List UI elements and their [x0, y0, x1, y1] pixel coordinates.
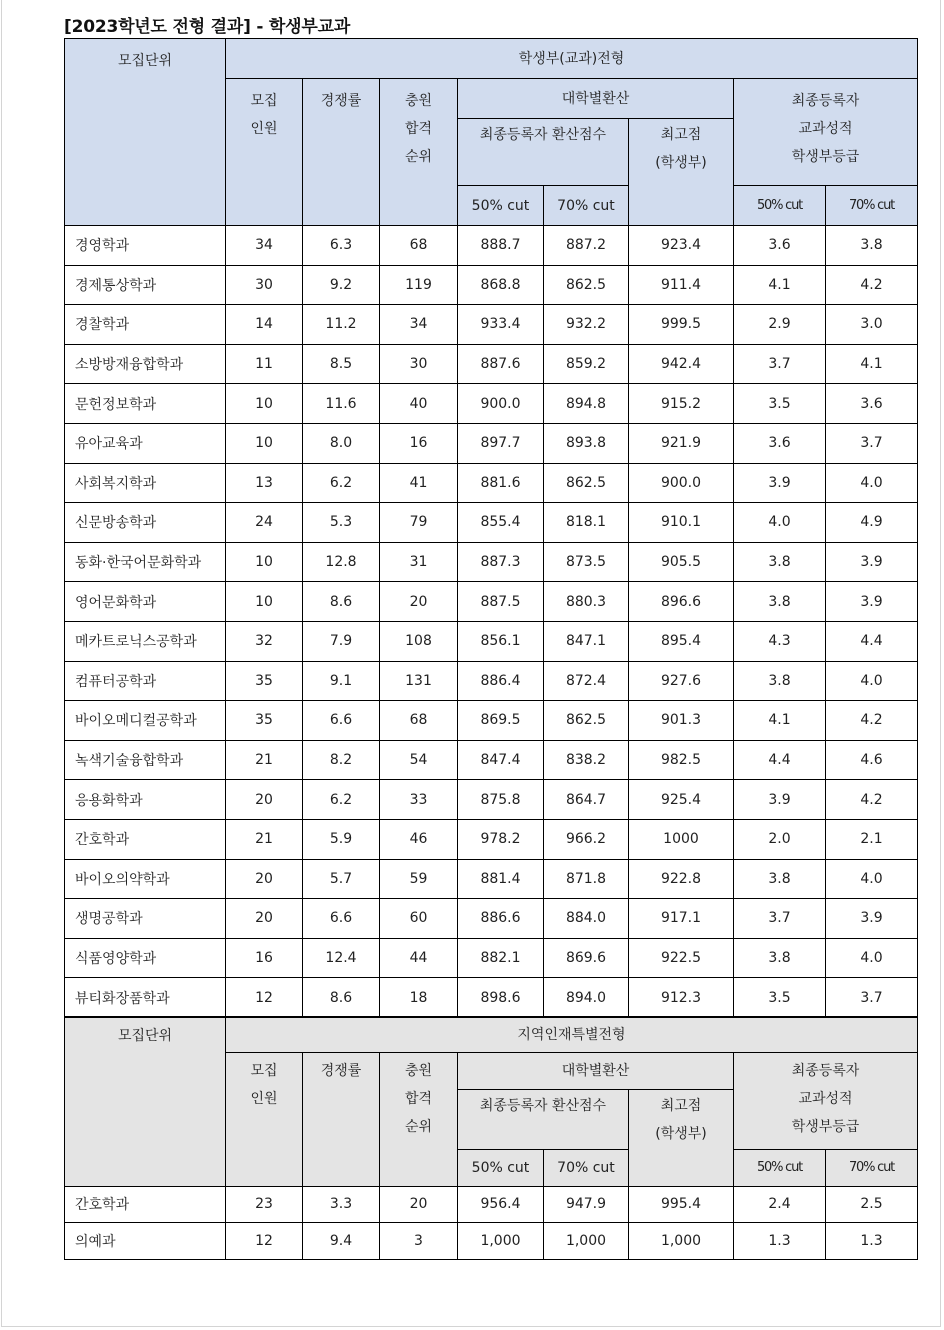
cell-competition-rate: 8.6 — [303, 582, 380, 622]
cell-grade-cut50: 2.9 — [734, 305, 826, 345]
header-grade-line2: 교과성적 — [798, 1090, 853, 1107]
cell-grade-cut70: 4.2 — [826, 701, 918, 741]
header-admission-type: 학생부(교과)전형 — [226, 39, 918, 79]
cell-grade-cut70: 1.3 — [826, 1223, 918, 1260]
cell-grade-cut50: 4.0 — [734, 503, 826, 543]
table-row — [65, 859, 918, 899]
header-grade-line3: 학생부등급 — [791, 149, 860, 165]
cell-grade-cut70: 4.4 — [826, 621, 918, 661]
table-row — [65, 740, 918, 780]
cell-max-score: 912.3 — [629, 978, 734, 1018]
table-row — [65, 1223, 918, 1260]
cell-score-cut50: 900.0 — [458, 384, 544, 424]
header-rank — [380, 79, 458, 226]
cell-dept-name: 간호학과 — [65, 819, 226, 859]
cell-score-cut50: 888.7 — [458, 226, 544, 266]
cell-max-score: 995.4 — [629, 1186, 734, 1223]
cell-dept-name: 경제통상학과 — [65, 265, 226, 305]
header-grade-cut50: 50% cut — [734, 186, 826, 226]
cell-score-cut70: 847.1 — [544, 621, 629, 661]
cell-waitlist-rank: 108 — [380, 621, 458, 661]
cell-score-cut70: 873.5 — [544, 542, 629, 582]
header-competition: 경쟁률 — [303, 79, 380, 226]
header-final-score: 최종등록자 환산점수 — [458, 119, 629, 186]
header-score-cut70: 70% cut — [544, 186, 629, 226]
cell-competition-rate: 6.3 — [303, 226, 380, 266]
cell-max-score: 910.1 — [629, 503, 734, 543]
cell-recruit-count: 32 — [226, 621, 303, 661]
cell-dept-name: 의예과 — [65, 1223, 226, 1260]
cell-grade-cut50: 3.5 — [734, 384, 826, 424]
table-row — [65, 423, 918, 463]
cell-waitlist-rank: 34 — [380, 305, 458, 345]
cell-competition-rate: 11.6 — [303, 384, 380, 424]
cell-dept-name: 문헌정보학과 — [65, 384, 226, 424]
cell-recruit-count: 11 — [226, 344, 303, 384]
cell-competition-rate: 5.7 — [303, 859, 380, 899]
cell-dept-name: 소방방재융합학과 — [65, 344, 226, 384]
cell-waitlist-rank: 20 — [380, 1186, 458, 1223]
header-rank-line1: 충원 — [404, 93, 433, 109]
table-row — [65, 978, 918, 1018]
cell-max-score: 921.9 — [629, 423, 734, 463]
cell-score-cut70: 838.2 — [544, 740, 629, 780]
cell-recruit-count: 10 — [226, 582, 303, 622]
table-row — [65, 938, 918, 978]
cell-score-cut70: 894.8 — [544, 384, 629, 424]
cell-grade-cut50: 2.0 — [734, 819, 826, 859]
cell-dept-name: 신문방송학과 — [65, 503, 226, 543]
cell-waitlist-rank: 40 — [380, 384, 458, 424]
cell-max-score: 982.5 — [629, 740, 734, 780]
cell-waitlist-rank: 20 — [380, 582, 458, 622]
cell-max-score: 896.6 — [629, 582, 734, 622]
cell-dept-name: 바이오의약학과 — [65, 859, 226, 899]
header-unit: 모집단위 — [65, 1017, 226, 1186]
cell-dept-name: 영어문화학과 — [65, 582, 226, 622]
cell-waitlist-rank: 33 — [380, 780, 458, 820]
header-max-score — [629, 119, 734, 226]
cell-max-score: 1000 — [629, 819, 734, 859]
cell-competition-rate: 3.3 — [303, 1186, 380, 1223]
cell-grade-cut70: 3.9 — [826, 582, 918, 622]
cell-max-score: 905.5 — [629, 542, 734, 582]
cell-waitlist-rank: 31 — [380, 542, 458, 582]
cell-competition-rate: 6.2 — [303, 780, 380, 820]
cell-grade-cut70: 3.8 — [826, 226, 918, 266]
cell-score-cut50: 933.4 — [458, 305, 544, 345]
cell-max-score: 900.0 — [629, 463, 734, 503]
cell-score-cut70: 1,000 — [544, 1223, 629, 1260]
cell-score-cut50: 847.4 — [458, 740, 544, 780]
cell-grade-cut50: 3.8 — [734, 542, 826, 582]
cell-competition-rate: 8.0 — [303, 423, 380, 463]
cell-grade-cut50: 3.7 — [734, 899, 826, 939]
cell-grade-cut50: 1.3 — [734, 1223, 826, 1260]
cell-dept-name: 생명공학과 — [65, 899, 226, 939]
cell-score-cut50: 887.6 — [458, 344, 544, 384]
cell-competition-rate: 9.2 — [303, 265, 380, 305]
cell-max-score: 923.4 — [629, 226, 734, 266]
header-recruit — [226, 79, 303, 226]
cell-dept-name: 메카트로닉스공학과 — [65, 621, 226, 661]
cell-score-cut70: 872.4 — [544, 661, 629, 701]
cell-grade-cut70: 3.9 — [826, 542, 918, 582]
header-grade — [734, 1052, 918, 1149]
cell-waitlist-rank: 68 — [380, 701, 458, 741]
cell-score-cut70: 884.0 — [544, 899, 629, 939]
cell-dept-name: 식품영양학과 — [65, 938, 226, 978]
cell-grade-cut50: 3.8 — [734, 938, 826, 978]
cell-competition-rate: 8.5 — [303, 344, 380, 384]
cell-waitlist-rank: 46 — [380, 819, 458, 859]
cell-score-cut70: 947.9 — [544, 1186, 629, 1223]
cell-score-cut70: 893.8 — [544, 423, 629, 463]
cell-score-cut70: 871.8 — [544, 859, 629, 899]
cell-waitlist-rank: 59 — [380, 859, 458, 899]
cell-score-cut70: 862.5 — [544, 463, 629, 503]
page-title: [2023학년도 전형 결과] - 학생부교과 — [64, 17, 351, 37]
cell-score-cut70: 864.7 — [544, 780, 629, 820]
cell-max-score: 915.2 — [629, 384, 734, 424]
cell-recruit-count: 20 — [226, 899, 303, 939]
cell-grade-cut70: 4.0 — [826, 859, 918, 899]
cell-recruit-count: 21 — [226, 740, 303, 780]
cell-dept-name: 동화·한국어문화학과 — [65, 542, 226, 582]
cell-score-cut50: 869.5 — [458, 701, 544, 741]
table-row — [65, 463, 918, 503]
cell-recruit-count: 12 — [226, 978, 303, 1018]
cell-recruit-count: 20 — [226, 780, 303, 820]
header-competition: 경쟁률 — [303, 1052, 380, 1186]
header-max-line1: 최고점 — [660, 127, 702, 143]
cell-grade-cut70: 4.0 — [826, 938, 918, 978]
cell-grade-cut70: 3.0 — [826, 305, 918, 345]
header-unit: 모집단위 — [65, 39, 226, 226]
cell-waitlist-rank: 54 — [380, 740, 458, 780]
cell-recruit-count: 16 — [226, 938, 303, 978]
cell-score-cut70: 887.2 — [544, 226, 629, 266]
cell-dept-name: 경찰학과 — [65, 305, 226, 345]
cell-score-cut50: 875.8 — [458, 780, 544, 820]
cell-waitlist-rank: 68 — [380, 226, 458, 266]
cell-recruit-count: 13 — [226, 463, 303, 503]
cell-grade-cut70: 4.2 — [826, 780, 918, 820]
cell-recruit-count: 10 — [226, 542, 303, 582]
cell-recruit-count: 20 — [226, 859, 303, 899]
cell-dept-name: 바이오메디컬공학과 — [65, 701, 226, 741]
header-recruit — [226, 1052, 303, 1186]
header-grade-cut50: 50% cut — [734, 1149, 826, 1186]
cell-score-cut50: 881.4 — [458, 859, 544, 899]
header-grade — [734, 79, 918, 186]
header-grade-cut70: 70% cut — [826, 1149, 918, 1186]
cell-max-score: 1,000 — [629, 1223, 734, 1260]
admission-results-table-regional-talent — [64, 1016, 918, 1260]
cell-waitlist-rank: 41 — [380, 463, 458, 503]
table-row — [65, 582, 918, 622]
cell-competition-rate: 6.2 — [303, 463, 380, 503]
table-row — [65, 305, 918, 345]
cell-grade-cut50: 3.7 — [734, 344, 826, 384]
cell-competition-rate: 6.6 — [303, 701, 380, 741]
cell-grade-cut50: 3.9 — [734, 463, 826, 503]
cell-competition-rate: 9.4 — [303, 1223, 380, 1260]
cell-grade-cut70: 3.9 — [826, 899, 918, 939]
cell-grade-cut50: 3.8 — [734, 859, 826, 899]
table-row — [65, 384, 918, 424]
cell-competition-rate: 5.3 — [303, 503, 380, 543]
header-rank-line1: 충원 — [404, 1062, 433, 1079]
cell-recruit-count: 35 — [226, 701, 303, 741]
cell-dept-name: 뷰티화장품학과 — [65, 978, 226, 1018]
cell-max-score: 911.4 — [629, 265, 734, 305]
cell-competition-rate: 5.9 — [303, 819, 380, 859]
header-max-score — [629, 1089, 734, 1186]
header-recruit-line2: 인원 — [250, 1090, 278, 1107]
cell-score-cut70: 966.2 — [544, 819, 629, 859]
cell-dept-name: 응용화학과 — [65, 780, 226, 820]
header-max-line2: (학생부) — [655, 1125, 707, 1142]
cell-score-cut70: 859.2 — [544, 344, 629, 384]
cell-score-cut50: 881.6 — [458, 463, 544, 503]
table-row — [65, 701, 918, 741]
header-admission-type: 지역인재특별전형 — [226, 1017, 918, 1052]
cell-grade-cut70: 4.6 — [826, 740, 918, 780]
cell-score-cut50: 887.5 — [458, 582, 544, 622]
header-rank-line2: 합격 — [404, 121, 433, 137]
table-row — [65, 661, 918, 701]
header-rank — [380, 1052, 458, 1186]
cell-waitlist-rank: 131 — [380, 661, 458, 701]
table-row — [65, 226, 918, 266]
cell-waitlist-rank: 79 — [380, 503, 458, 543]
cell-score-cut50: 898.6 — [458, 978, 544, 1018]
cell-grade-cut70: 4.1 — [826, 344, 918, 384]
cell-dept-name: 컴퓨터공학과 — [65, 661, 226, 701]
table-row — [65, 265, 918, 305]
header-grade-line3: 학생부등급 — [791, 1118, 860, 1135]
table-row — [65, 780, 918, 820]
table-row — [65, 344, 918, 384]
table-row — [65, 503, 918, 543]
cell-competition-rate: 12.8 — [303, 542, 380, 582]
cell-competition-rate: 9.1 — [303, 661, 380, 701]
cell-competition-rate: 6.6 — [303, 899, 380, 939]
cell-score-cut70: 862.5 — [544, 265, 629, 305]
cell-grade-cut70: 3.7 — [826, 423, 918, 463]
header-grade-line1: 최종등록자 — [791, 1062, 860, 1079]
cell-recruit-count: 24 — [226, 503, 303, 543]
cell-max-score: 901.3 — [629, 701, 734, 741]
cell-grade-cut70: 4.0 — [826, 463, 918, 503]
cell-grade-cut50: 3.9 — [734, 780, 826, 820]
cell-recruit-count: 30 — [226, 265, 303, 305]
cell-score-cut50: 886.6 — [458, 899, 544, 939]
cell-score-cut50: 1,000 — [458, 1223, 544, 1260]
cell-score-cut50: 868.8 — [458, 265, 544, 305]
cell-grade-cut50: 3.6 — [734, 423, 826, 463]
cell-waitlist-rank: 44 — [380, 938, 458, 978]
cell-waitlist-rank: 119 — [380, 265, 458, 305]
cell-grade-cut50: 3.8 — [734, 661, 826, 701]
cell-recruit-count: 21 — [226, 819, 303, 859]
table-row — [65, 621, 918, 661]
header-score-cut50: 50% cut — [458, 186, 544, 226]
cell-competition-rate: 8.6 — [303, 978, 380, 1018]
cell-waitlist-rank: 3 — [380, 1223, 458, 1260]
cell-grade-cut70: 2.5 — [826, 1186, 918, 1223]
table-row — [65, 819, 918, 859]
cell-competition-rate: 12.4 — [303, 938, 380, 978]
cell-score-cut70: 818.1 — [544, 503, 629, 543]
cell-grade-cut50: 4.1 — [734, 701, 826, 741]
cell-score-cut70: 862.5 — [544, 701, 629, 741]
cell-grade-cut70: 2.1 — [826, 819, 918, 859]
cell-dept-name: 경영학과 — [65, 226, 226, 266]
cell-score-cut70: 932.2 — [544, 305, 629, 345]
header-score-cut50: 50% cut — [458, 1149, 544, 1186]
header-grade-line2: 교과성적 — [798, 121, 853, 137]
cell-waitlist-rank: 16 — [380, 423, 458, 463]
table-row — [65, 1186, 918, 1223]
header-recruit-line1: 모집 — [250, 1062, 278, 1079]
cell-recruit-count: 35 — [226, 661, 303, 701]
cell-recruit-count: 34 — [226, 226, 303, 266]
header-rank-line2: 합격 — [404, 1090, 433, 1107]
cell-waitlist-rank: 60 — [380, 899, 458, 939]
cell-max-score: 895.4 — [629, 621, 734, 661]
header-recruit-line2: 인원 — [250, 121, 278, 137]
header-max-line2: (학생부) — [655, 155, 707, 171]
cell-grade-cut70: 4.2 — [826, 265, 918, 305]
cell-score-cut70: 869.6 — [544, 938, 629, 978]
cell-competition-rate: 11.2 — [303, 305, 380, 345]
cell-grade-cut50: 4.4 — [734, 740, 826, 780]
header-recruit-line1: 모집 — [250, 93, 278, 109]
cell-max-score: 942.4 — [629, 344, 734, 384]
header-rank-line3: 순위 — [404, 1118, 433, 1135]
cell-grade-cut70: 4.0 — [826, 661, 918, 701]
cell-score-cut50: 856.1 — [458, 621, 544, 661]
cell-recruit-count: 23 — [226, 1186, 303, 1223]
header-univ-conversion: 대학별환산 — [458, 1052, 734, 1089]
cell-competition-rate: 7.9 — [303, 621, 380, 661]
cell-competition-rate: 8.2 — [303, 740, 380, 780]
cell-grade-cut70: 3.6 — [826, 384, 918, 424]
cell-grade-cut50: 3.8 — [734, 582, 826, 622]
cell-dept-name: 유아교육과 — [65, 423, 226, 463]
cell-max-score: 999.5 — [629, 305, 734, 345]
header-rank-line3: 순위 — [404, 149, 433, 165]
cell-recruit-count: 10 — [226, 384, 303, 424]
admission-results-table-student-record — [64, 38, 918, 1018]
header-grade-line1: 최종등록자 — [791, 93, 860, 109]
cell-dept-name: 사회복지학과 — [65, 463, 226, 503]
cell-max-score: 925.4 — [629, 780, 734, 820]
cell-max-score: 917.1 — [629, 899, 734, 939]
cell-score-cut50: 887.3 — [458, 542, 544, 582]
table-row — [65, 899, 918, 939]
cell-max-score: 922.8 — [629, 859, 734, 899]
cell-grade-cut50: 4.3 — [734, 621, 826, 661]
cell-score-cut50: 855.4 — [458, 503, 544, 543]
cell-grade-cut50: 2.4 — [734, 1186, 826, 1223]
cell-grade-cut50: 3.6 — [734, 226, 826, 266]
cell-dept-name: 간호학과 — [65, 1186, 226, 1223]
cell-grade-cut70: 3.7 — [826, 978, 918, 1018]
header-score-cut70: 70% cut — [544, 1149, 629, 1186]
cell-dept-name: 녹색기술융합학과 — [65, 740, 226, 780]
header-univ-conversion: 대학별환산 — [458, 79, 734, 119]
header-grade-cut70: 70% cut — [826, 186, 918, 226]
cell-score-cut70: 894.0 — [544, 978, 629, 1018]
cell-score-cut50: 882.1 — [458, 938, 544, 978]
table-row — [65, 542, 918, 582]
cell-score-cut50: 897.7 — [458, 423, 544, 463]
header-max-line1: 최고점 — [660, 1097, 702, 1114]
cell-recruit-count: 14 — [226, 305, 303, 345]
cell-recruit-count: 12 — [226, 1223, 303, 1260]
cell-score-cut50: 978.2 — [458, 819, 544, 859]
cell-max-score: 927.6 — [629, 661, 734, 701]
cell-waitlist-rank: 18 — [380, 978, 458, 1018]
cell-score-cut70: 880.3 — [544, 582, 629, 622]
cell-score-cut50: 956.4 — [458, 1186, 544, 1223]
cell-grade-cut50: 4.1 — [734, 265, 826, 305]
cell-grade-cut50: 3.5 — [734, 978, 826, 1018]
cell-max-score: 922.5 — [629, 938, 734, 978]
cell-score-cut50: 886.4 — [458, 661, 544, 701]
cell-grade-cut70: 4.9 — [826, 503, 918, 543]
header-final-score: 최종등록자 환산점수 — [458, 1089, 629, 1149]
cell-recruit-count: 10 — [226, 423, 303, 463]
cell-waitlist-rank: 30 — [380, 344, 458, 384]
